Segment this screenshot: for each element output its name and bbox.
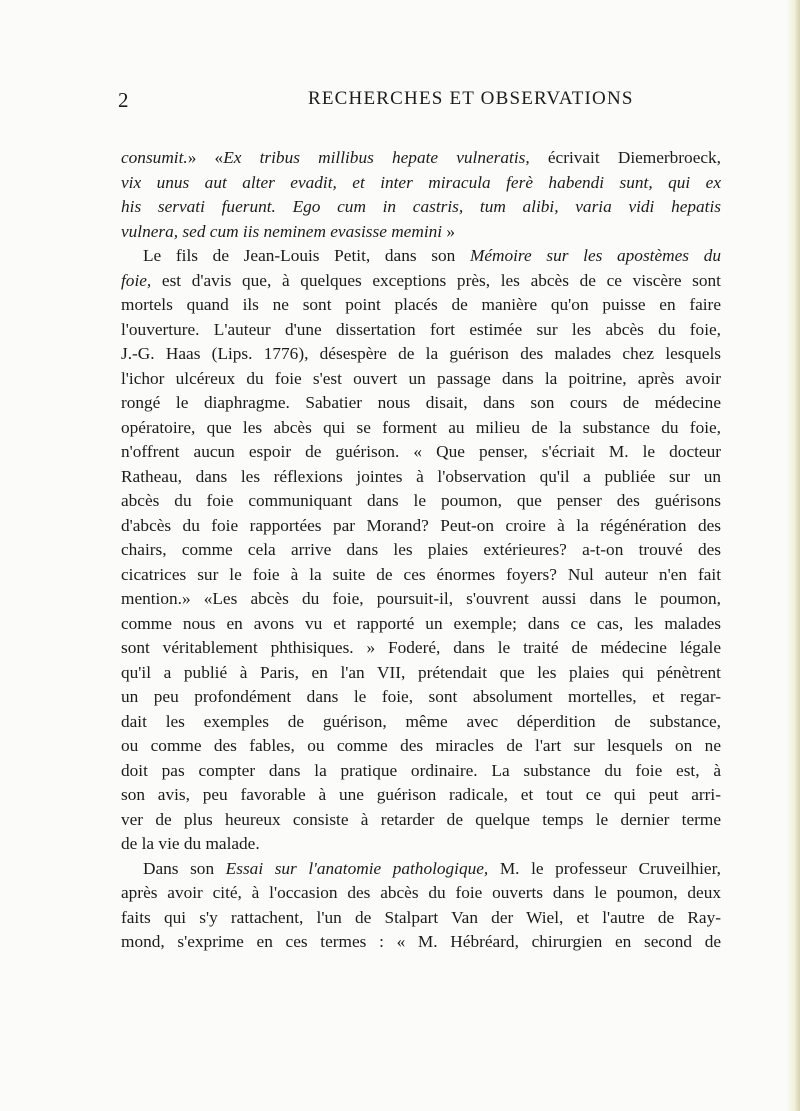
text-line [121,661,721,686]
text-line [121,391,721,416]
text-segment: l'ichor ulcéreux du foie s'est ouvert un passage dans la poitrine, après avoir [121,368,721,388]
text-line [121,734,721,759]
text-segment: cicatrices sur le foie à la suite de ces énormes foyers? Nul auteur n'en fait [121,564,721,584]
text-line [121,906,721,931]
page-edge-shadow [786,0,800,1111]
text-segment: est d'avis que, à quelques exceptions près, les abcès de ce viscère sont [151,270,721,290]
text-segment: son avis, peu favorable à une guérison radicale, et tout ce qui peut arri- [121,785,721,804]
text-segment: abcès du foie communiquant dans le poumon, que penser des guérisons [121,491,721,510]
text-line [121,146,721,171]
text-line [121,244,721,269]
text-segment: opératoire, que les abcès qui se forment au milieu de la substance du foie, [121,417,721,437]
text-segment: J.-G. Haas (Lips. 1776), désespère de la guérison des malades chez lesquels [121,344,721,363]
text-segment: d'abcès du foie rapportées par Morand? Peut-on croire à la régénération des [121,515,721,535]
running-title: RECHERCHES ET OBSERVATIONS [308,88,634,109]
text-line [121,538,721,563]
text-segment: sont véritablement phthisiques. » Foderé, dans le traité de médecine légale [121,638,721,657]
text-line [121,587,721,612]
text-line [121,416,721,441]
text-segment: mond, s'exprime en ces termes : « M. Hébréard, chirurgien en second de [121,932,721,951]
text-line [121,293,721,318]
text-line [121,881,721,906]
text-segment: ver de plus heureux consiste à retarder de quelque temps le dernier terme [121,809,721,829]
text-line [121,367,721,392]
text-line [121,759,721,784]
text-segment: mortels quand ils ne sont point placés de manière qu'on puisse en faire [121,295,721,314]
text-line [121,171,721,196]
text-segment: après avoir cité, à l'occasion des abcès du foie ouverts dans le poumon, deux [121,883,721,902]
text-segment: » « [187,148,224,167]
page-number: 2 [118,88,129,112]
text-segment: qu'il a publié à Paris, en l'an VII, prétendait que les plaies qui pénètrent [121,662,721,682]
text-line [121,269,721,294]
text-line [121,612,721,637]
text-segment: de la vie du malade. [121,834,260,853]
text-segment: M. le professeur Cruveilhier, [488,858,721,878]
text-segment: un peu profondément dans le foie, sont absolument mortelles, et regar- [121,687,721,706]
text-line [121,440,721,465]
text-line [121,489,721,514]
text-segment: » [442,221,456,241]
text-segment: rongé le diaphragme. Sabatier nous disait, dans son cours de médecine [121,393,721,412]
text-line [121,636,721,661]
body-text [121,146,721,955]
text-line [121,220,721,245]
page-header [118,88,718,118]
text-segment: Dans son [143,858,226,878]
text-segment: mention.» «Les abcès du foie, poursuit-il, s'ouvrent aussi dans le poumon, [121,589,721,608]
text-line [121,808,721,833]
text-segment: l'ouverture. L'auteur d'une dissertation fort estimée sur les abcès du foie, [121,319,721,339]
text-line [121,318,721,343]
text-segment: faits qui s'y rattachent, l'un de Stalpart Van der Wiel, et l'autre de Ray- [121,907,721,927]
italic-text: Mémoire sur les apostèmes du [469,246,721,265]
italic-text: foie, [121,270,152,290]
text-line [121,514,721,539]
text-line [121,857,721,882]
text-line [121,685,721,710]
text-line [121,930,721,955]
text-segment: doit pas compter dans la pratique ordinaire. La substance du foie est, à [121,760,721,780]
text-line [121,465,721,490]
text-line [121,563,721,588]
text-segment: Le fils de Jean-Louis Petit, dans son [143,246,470,265]
text-line [121,710,721,735]
text-line [121,832,721,857]
text-segment: écrivait Diemerbroeck, [529,148,721,167]
italic-text: vix unus aut alter evadit, et inter miracula ferè habendi sunt, qui ex [121,172,721,192]
italic-text: Essai sur l'anatomie pathologique, [225,858,489,878]
text-segment: dait les exemples de guérison, même avec déperdition de substance, [121,711,721,731]
italic-text: Ex tribus millibus hepate vulneratis, [223,148,530,167]
text-segment: ou comme des fables, ou comme des miracles de l'art sur lesquels on ne [121,736,721,755]
text-segment: comme nous en avons vu et rapporté un exemple; dans ce cas, les malades [121,613,721,633]
text-line [121,783,721,808]
italic-text: vulnera, sed cum iis neminem evasisse memini [121,221,443,241]
text-segment: Ratheau, dans les réflexions jointes à l'observation qu'il a publiée sur un [121,466,721,486]
text-line [121,342,721,367]
italic-text: consumit. [121,148,188,167]
text-line [121,195,721,220]
text-segment: chairs, comme cela arrive dans les plaies extérieures? a-t-on trouvé des [121,540,721,559]
italic-text: his servati fuerunt. Ego cum in castris, tum alibi, varia vidi hepatis [121,197,721,216]
text-segment: n'offrent aucun espoir de guérison. « Que penser, s'écriait M. le docteur [121,442,721,461]
